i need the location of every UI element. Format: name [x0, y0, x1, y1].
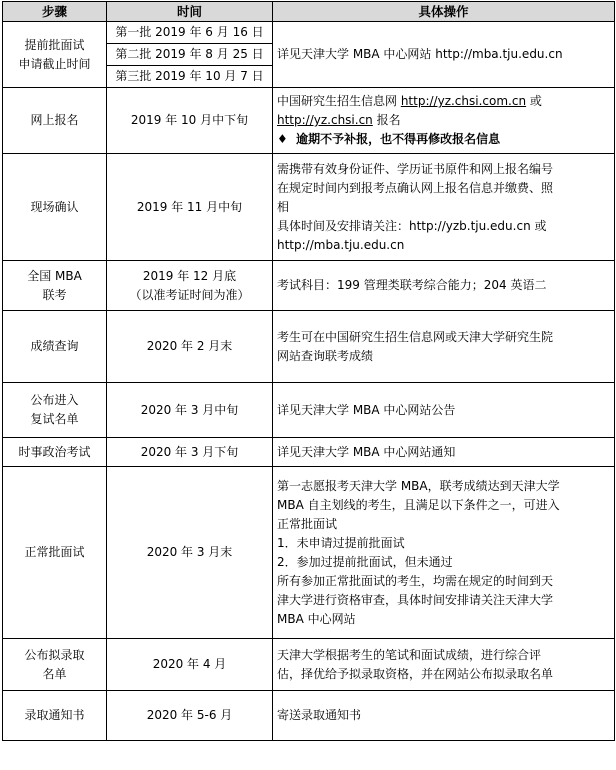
- step-text: 申请截止时间: [18, 56, 91, 71]
- action-line: MBA 自主划线的考生，且满足以下条件之一，可进入: [277, 497, 560, 512]
- action-line: 第一志愿报考天津大学 MBA，联考成绩达到天津大学: [277, 478, 560, 493]
- table-row: [3, 311, 615, 383]
- time-cell: 2019 年 10 月中下旬: [107, 88, 273, 154]
- table-row: [3, 691, 615, 741]
- action-cell: 详见天津大学 MBA 中心网站公告: [273, 383, 615, 438]
- step-text: 复试名单: [30, 412, 79, 426]
- action-line: [277, 111, 610, 130]
- table-row: [3, 261, 615, 311]
- time-text: （以准考证时间为准）: [129, 287, 250, 302]
- step-text: 提前批面试: [24, 37, 85, 52]
- action-line: 在规定时间内到报考点确认网上报名信息并缴费、照: [277, 180, 554, 195]
- time-cell: 第三批 2019 年 10 月 7 日: [107, 66, 273, 88]
- action-line: 所有参加正常批面试的考生，均需在规定的时间到天: [277, 573, 554, 588]
- step-text: 全国 MBA: [27, 268, 82, 283]
- table-row: [3, 467, 615, 639]
- time-cell: 2020 年 3 月中旬: [107, 383, 273, 438]
- action-cell: 考试科目：199 管理类联考综合能力；204 英语二: [273, 261, 615, 311]
- header-time: 时间: [107, 2, 273, 22]
- action-cell: [273, 311, 615, 383]
- header-action: 具体操作: [273, 2, 615, 22]
- action-line: 津大学进行资格审查，具体时间安排请关注天津大学: [277, 592, 554, 607]
- action-cell: 详见天津大学 MBA 中心网站通知: [273, 438, 615, 467]
- step-cell: [3, 639, 107, 691]
- step-cell: 录取通知书: [3, 691, 107, 741]
- time-cell: 2020 年 3 月下旬: [107, 438, 273, 467]
- action-cell: [273, 467, 615, 639]
- warning-note: [277, 130, 610, 149]
- action-line: [277, 92, 610, 111]
- time-cell: 2020 年 3 月末: [107, 467, 273, 639]
- diamond-bullet-icon: ♦: [277, 132, 288, 146]
- time-cell: [107, 261, 273, 311]
- action-cell: [273, 154, 615, 261]
- step-text: 名单: [42, 666, 67, 681]
- table-row: [3, 438, 615, 467]
- step-text: 公布拟录取: [24, 647, 85, 662]
- step-cell: 时事政治考试: [3, 438, 107, 467]
- action-cell: [273, 639, 615, 691]
- action-line: 2．参加过提前批面试，但未通过: [277, 554, 453, 569]
- time-cell: 第一批 2019 年 6 月 16 日: [107, 22, 273, 44]
- action-line: 正常批面试: [277, 516, 338, 531]
- time-cell: 第二批 2019 年 8 月 25 日: [107, 44, 273, 66]
- action-line: 网站查询联考成绩: [277, 348, 374, 363]
- action-text: 报名: [372, 113, 401, 127]
- action-cell: 详见天津大学 MBA 中心网站 http://mba.tju.edu.cn: [273, 22, 615, 88]
- step-cell: [3, 383, 107, 438]
- time-cell: 2020 年 5-6 月: [107, 691, 273, 741]
- action-line: 具体时间及安排请关注：http://yzb.tju.edu.cn 或: [277, 218, 547, 233]
- chsi-link[interactable]: http://yz.chsi.com.cn: [400, 94, 527, 108]
- table-row: [3, 639, 615, 691]
- table-row: [3, 88, 615, 154]
- action-line: http://mba.tju.edu.cn: [277, 237, 405, 252]
- step-text: 公布进入: [30, 393, 79, 407]
- action-text: 中国研究生招生信息网: [277, 94, 401, 108]
- chsi-short-link[interactable]: http://yz.chsi.cn: [277, 113, 373, 127]
- header-step: 步骤: [3, 2, 107, 22]
- step-cell: [3, 22, 107, 88]
- time-cell: 2020 年 2 月末: [107, 311, 273, 383]
- table-row: [3, 383, 615, 438]
- action-line: 需携带有效身份证件、学历证书原件和网上报名编号: [277, 161, 554, 176]
- step-cell: 网上报名: [3, 88, 107, 154]
- action-line: 1．未申请过提前批面试: [277, 535, 405, 550]
- table-header-row: [3, 2, 615, 22]
- action-cell: 寄送录取通知书: [273, 691, 615, 741]
- table-row: [3, 22, 615, 44]
- action-line: 天津大学根据考生的笔试和面试成绩，进行综合评: [277, 647, 542, 662]
- step-cell: 正常批面试: [3, 467, 107, 639]
- action-line: 相: [277, 199, 290, 214]
- step-cell: [3, 261, 107, 311]
- step-cell: 成绩查询: [3, 311, 107, 383]
- action-text: 或: [526, 94, 542, 108]
- time-cell: 2020 年 4 月: [107, 639, 273, 691]
- time-cell: 2019 年 11 月中旬: [107, 154, 273, 261]
- step-cell: 现场确认: [3, 154, 107, 261]
- action-cell: [273, 88, 615, 154]
- action-line: MBA 中心网站: [277, 611, 356, 626]
- step-text: 联考: [42, 287, 67, 302]
- action-line: 估，择优给予拟录取资格，并在网站公布拟录取名单: [277, 666, 554, 681]
- time-text: 2019 年 12 月底: [142, 268, 237, 283]
- action-line: 考生可在中国研究生招生信息网或天津大学研究生院: [277, 329, 554, 344]
- table-row: [3, 154, 615, 261]
- warning-text: 逾期不予补报，也不得再修改报名信息: [296, 132, 501, 146]
- admission-schedule-table: [2, 1, 615, 741]
